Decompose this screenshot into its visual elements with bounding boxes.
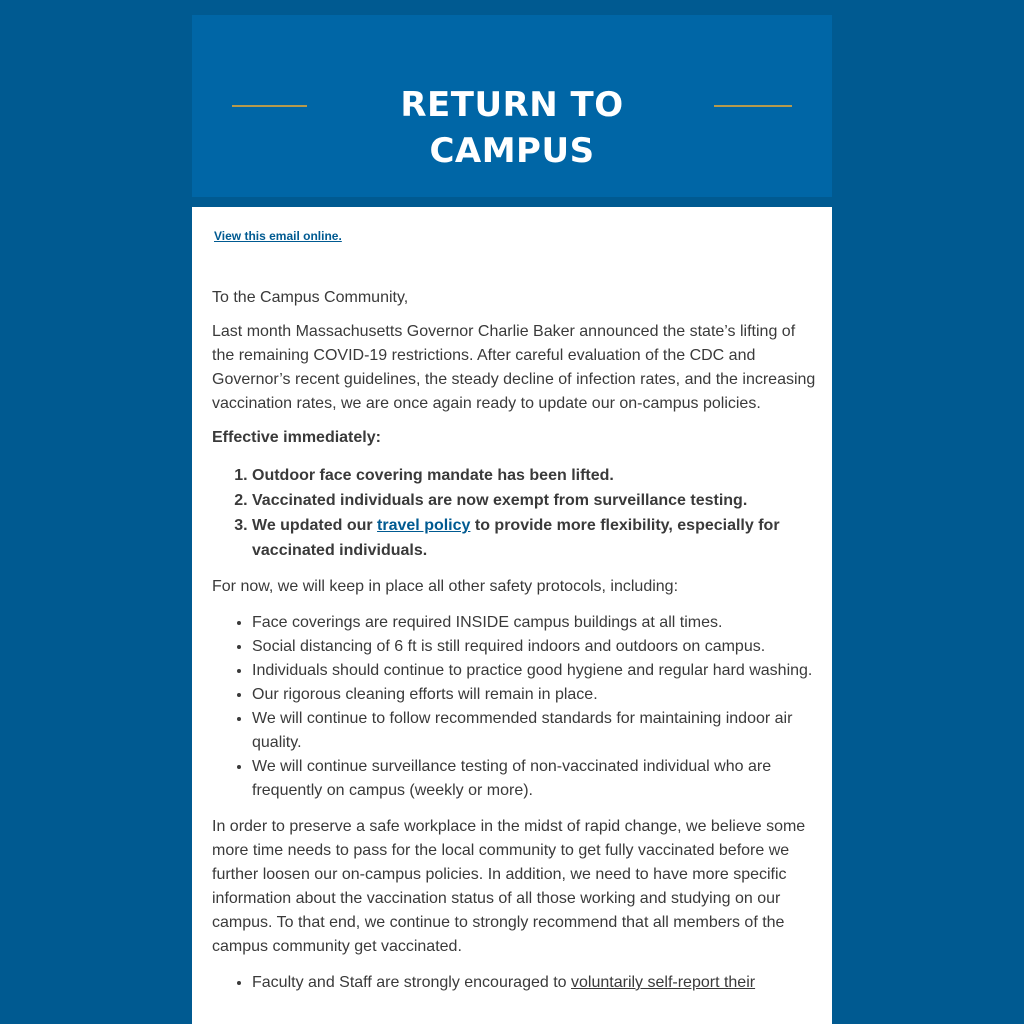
banner-rule-left: [232, 105, 307, 107]
closing-paragraph: In order to preserve a safe workplace in the midst of rapid change, we believe some more time needs to pass for the local community to get fully vaccinated before we further loosen our on-campus policies. In addition, we need to have more specific information about the vaccination status of all those working and studying on our campus. To that end, we continue to strongly recommend that all members of the campus community get vaccinated.: [212, 818, 806, 955]
action-item: 1. Outdoor face covering mandate has been lifted.: [252, 463, 816, 488]
protocols-list: [212, 611, 816, 803]
banner-title: RETURN TO CAMPUS: [400, 85, 624, 171]
protocol-item: • We will continue surveillance testing of non-vaccinated individual who are frequently on campus (weekly or more).: [252, 755, 816, 803]
action-suffix: to provide more flexibility, especially for vaccinated individuals.: [252, 517, 780, 559]
protocol-item: • Our rigorous cleaning efforts will remain in place.: [252, 683, 816, 707]
protocol-item: • Individuals should continue to practice good hygiene and regular hard washing.: [252, 659, 816, 683]
intro-paragraph: Last month Massachusetts Governor Charlie Baker announced the state’s lifting of the remaining COVID-19 restrictions. After careful evaluation of the CDC and Governor’s recent guidelines, the steady decline of infection rates, and the increasing vaccination rates, we are once again ready to update our on-campus policies.: [212, 323, 816, 412]
actions-list: [212, 463, 816, 563]
banner-rule-right: [714, 105, 792, 107]
travel-policy-link[interactable]: travel policy: [377, 517, 471, 534]
self-report-link[interactable]: voluntarily self-report their: [571, 974, 756, 991]
faculty-item: [252, 971, 816, 995]
email-content: [212, 286, 816, 995]
protocols-intro: For now, we will keep in place all other safety protocols, including:: [212, 578, 679, 595]
faculty-prefix: Faculty and Staff are strongly encouraged to: [252, 974, 572, 991]
protocol-item: • Social distancing of 6 ft is still required indoors and outdoors on campus.: [252, 635, 816, 659]
action-item: [252, 513, 816, 563]
effective-heading: Effective immediately:: [212, 429, 381, 446]
action-item: 2. Vaccinated individuals are now exempt from surveillance testing.: [252, 488, 816, 513]
view-online-link[interactable]: View this email online.: [214, 229, 342, 243]
action-prefix: We updated our: [252, 517, 378, 534]
protocol-item: • Face coverings are required INSIDE campus buildings at all times.: [252, 611, 816, 635]
protocol-item: • We will continue to follow recommended standards for maintaining indoor air quality.: [252, 707, 816, 755]
greeting: To the Campus Community,: [212, 289, 409, 306]
faculty-list: [212, 971, 816, 995]
